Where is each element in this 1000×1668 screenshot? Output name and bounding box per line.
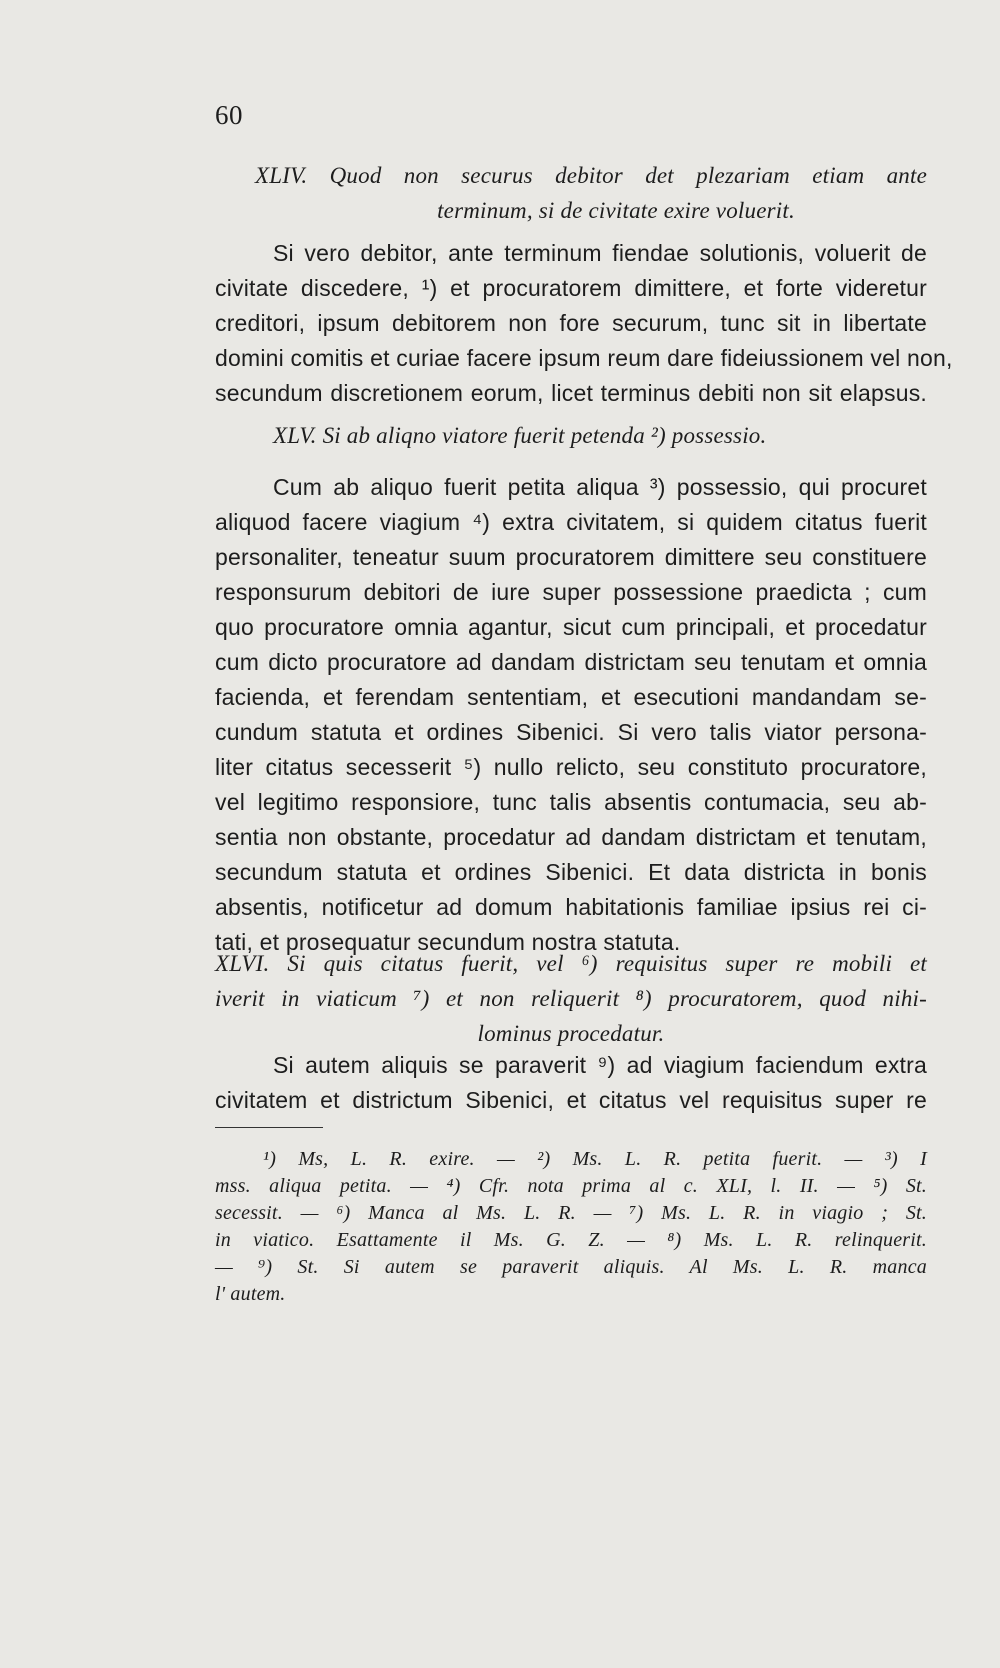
- footnote-line: — ⁹) St. Si autem se paraverit aliquis. Al Ms. L. R. manca: [215, 1256, 927, 1278]
- heading-line: XLVI. Si quis citatus fuerit, vel ⁶) requisitus super re mobili et: [215, 951, 927, 976]
- text-line: absentis, notificetur ad domum habitationis familiae ipsius rei ci-: [215, 894, 927, 920]
- text-line: secundum discretionem eorum, licet terminus debiti non sit elapsus.: [215, 380, 927, 406]
- footnote-line: l' autem.: [215, 1283, 286, 1305]
- chapter-text-xlvi: [215, 1048, 927, 1118]
- text-line: cum dicto procuratore ad dandam districtam seu tenutam et omnia: [215, 649, 927, 675]
- text-line: civitate discedere, ¹) et procuratorem dimittere, et forte videretur: [215, 275, 927, 301]
- text-line: sentia non obstante, procedatur ad dandam districtam et tenutam,: [215, 824, 927, 850]
- text-line: Cum ab aliquo fuerit petita aliqua ³) possessio, qui procuret: [273, 474, 927, 500]
- heading-line: iverit in viaticum ⁷) et non reliquerit ⁸) procuratorem, quod nihi-: [215, 986, 927, 1011]
- heading-line: terminum, si de civitate exire voluerit.: [437, 198, 795, 223]
- text-line: liter citatus secesserit ⁵) nullo relicto, seu constituto procuratore,: [215, 754, 927, 780]
- text-line: facienda, et ferendam sententiam, et esecutioni mandandam se-: [215, 684, 927, 710]
- text-line: vel legitimo responsiore, tunc talis absentis contumacia, seu ab-: [215, 789, 927, 815]
- text-line: quo procuratore omnia agantur, sicut cum principali, et procedatur: [215, 614, 927, 640]
- text-line: cundum statuta et ordines Sibenici. Si vero talis viator persona-: [215, 719, 927, 745]
- text-line: domini comitis et curiae facere ipsum reum dare fideiussionem vel non,: [215, 345, 953, 371]
- footnote-line: secessit. — ⁶) Manca al Ms. L. R. — ⁷) Ms. L. R. in viagio ; St.: [215, 1202, 927, 1224]
- chapter-heading-xlvi: [215, 946, 927, 1051]
- text-line: secundum statuta et ordines Sibenici. Et data districta in bonis: [215, 859, 927, 885]
- text-line: civitatem et districtum Sibenici, et citatus vel requisitus super re: [215, 1087, 927, 1113]
- text-line: Si vero debitor, ante terminum fiendae solutionis, voluerit de: [273, 240, 927, 266]
- text-line: Si autem aliquis se paraverit ⁹) ad viagium faciendum extra: [273, 1052, 927, 1078]
- footnote-line: mss. aliqua petita. — ⁴) Cfr. nota prima al c. XLI, l. II. — ⁵) St.: [215, 1175, 927, 1197]
- chapter-heading-xlv: [215, 418, 927, 453]
- heading-line: XLIV. Quod non securus debitor det plezariam etiam ante: [255, 163, 927, 188]
- text-line: tati, et prosequatur secundum nostra statuta.: [215, 929, 681, 955]
- footnotes: [215, 1146, 927, 1308]
- footnote-divider: [215, 1127, 323, 1128]
- footnote-line: in viatico. Esattamente il Ms. G. Z. — ⁸) Ms. L. R. relinquerit.: [215, 1229, 927, 1251]
- text-line: creditori, ipsum debitorem non fore securum, tunc sit in libertate: [215, 310, 927, 336]
- text-line: responsurum debitori de iure super possessione praedicta ; cum: [215, 579, 927, 605]
- chapter-text-xliv: [215, 236, 953, 411]
- page-number: 60: [215, 100, 243, 130]
- heading-line: lominus procedatur.: [477, 1021, 665, 1046]
- heading-line: XLV. Si ab aliqno viatore fuerit petenda ²) possessio.: [273, 423, 767, 448]
- chapter-text-xlv: [215, 470, 927, 960]
- footnote-line: ¹) Ms, L. R. exire. — ²) Ms. L. R. petita fuerit. — ³) I: [263, 1148, 927, 1170]
- text-line: aliquod facere viagium ⁴) extra civitatem, si quidem citatus fuerit: [215, 509, 927, 535]
- chapter-heading-xliv: [215, 158, 927, 228]
- text-line: personaliter, teneatur suum procuratorem dimittere seu constituere: [215, 544, 927, 570]
